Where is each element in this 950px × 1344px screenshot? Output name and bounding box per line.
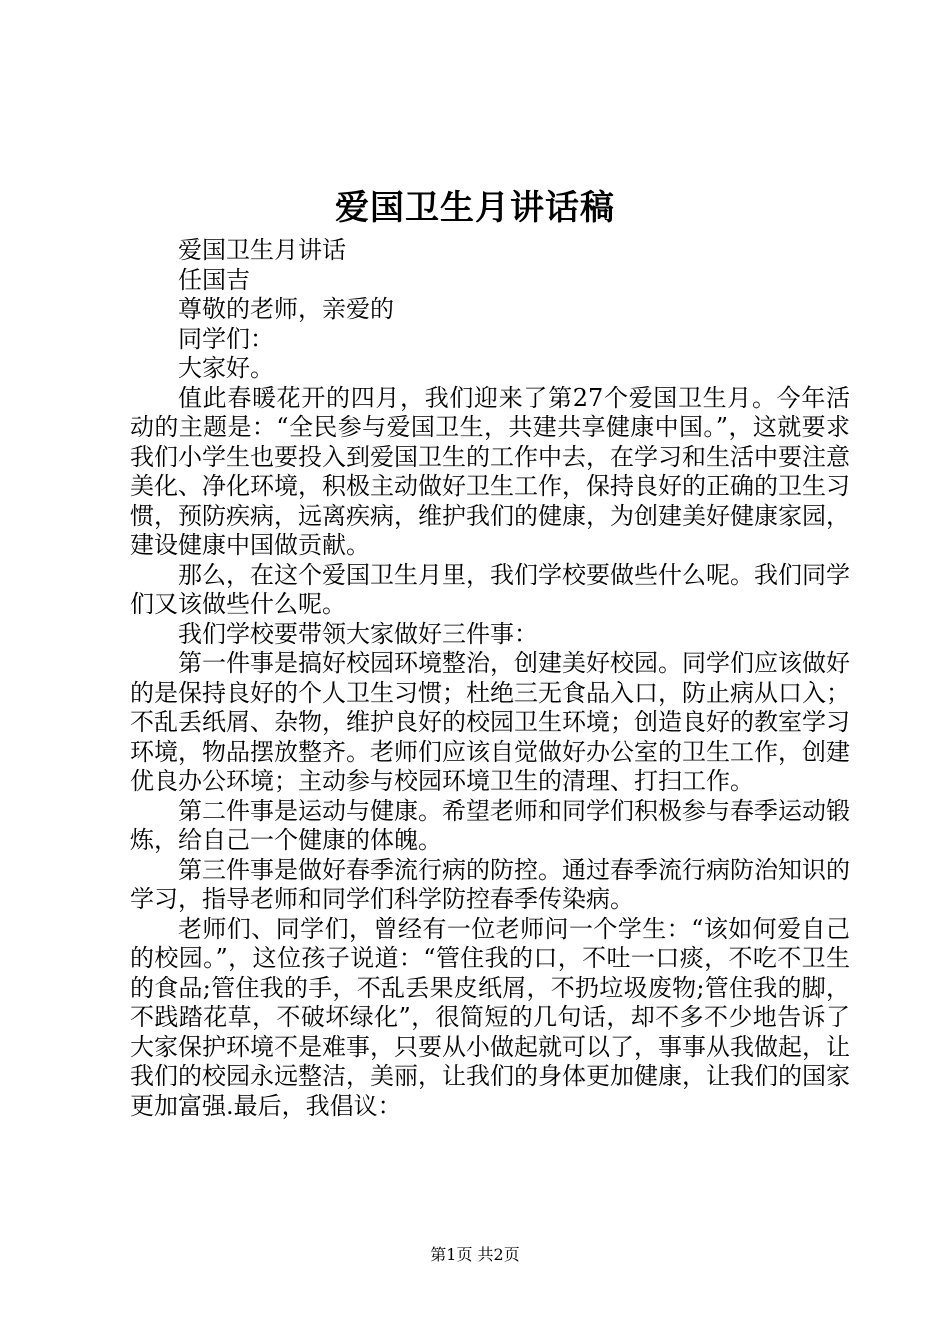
paragraph: 那么，在这个爱国卫生月里，我们学校要做些什么呢。我们同学们又该做些什么呢。 <box>130 560 850 618</box>
paragraph-author: 任国吉 <box>178 265 250 294</box>
document-title: 爱国卫生月讲话稿 <box>335 188 615 228</box>
paragraph: 老师们、同学们，曾经有一位老师问一个学生：“该如何爱自己的校园。”，这位孩子说道：“管住我的口，不吐一口痰，不吃不卫生的食品;管住我的手，不乱丢果皮纸屑，不扔垃圾废物;管住我的脚，不践踏花草，不破坏绿化”，很简短的几句话，却不多不少地告诉了大家保护环境不是难事，只要从小做起就可以了，事事从我做起，让我们的校园永远整洁，美丽，让我们的身体更加健康，让我们的国家更加富强.最后，我倡议： <box>130 914 850 1120</box>
paragraph: 值此春暖花开的四月，我们迎来了第27个爱国卫生月。今年活动的主题是：“全民参与爱国卫生，共建共享健康中国。”，这就要求我们小学生也要投入到爱国卫生的工作中去，在学习和生活中要注意美化、净化环境，积极主动做好卫生工作，保持良好的正确的卫生习惯，预防疾病，远离疾病，维护我们的健康，为创建美好健康家园，建设健康中国做贡献。 <box>130 383 850 559</box>
paragraph: 我们学校要带领大家做好三件事： <box>178 619 538 648</box>
paragraph: 第一件事是搞好校园环境整治，创建美好校园。同学们应该做好的是保持良好的个人卫生习惯；杜绝三无食品入口，防止病从口入；不乱丢纸屑、杂物，维护良好的校园卫生环境；创造良好的教室学习环境，物品摆放整齐。老师们应该自觉做好办公室的卫生工作，创建优良办公环境；主动参与校园环境卫生的清理、打扫工作。 <box>130 649 850 795</box>
paragraph-greeting: 大家好。 <box>178 354 274 382</box>
page-footer: 第1页 共2页 <box>430 1245 520 1264</box>
paragraph-salutation: 尊敬的老师，亲爱的 <box>178 295 394 323</box>
paragraph-heading: 爱国卫生月讲话 <box>178 236 346 264</box>
paragraph-salutation-cont: 同学们： <box>178 324 274 353</box>
document-body <box>130 236 850 1121</box>
paragraph: 第二件事是运动与健康。希望老师和同学们积极参与春季运动锻炼，给自己一个健康的体魄。 <box>130 796 850 854</box>
paragraph: 第三件事是做好春季流行病的防控。通过春季流行病防治知识的学习，指导老师和同学们科学防控春季传染病。 <box>130 855 850 913</box>
